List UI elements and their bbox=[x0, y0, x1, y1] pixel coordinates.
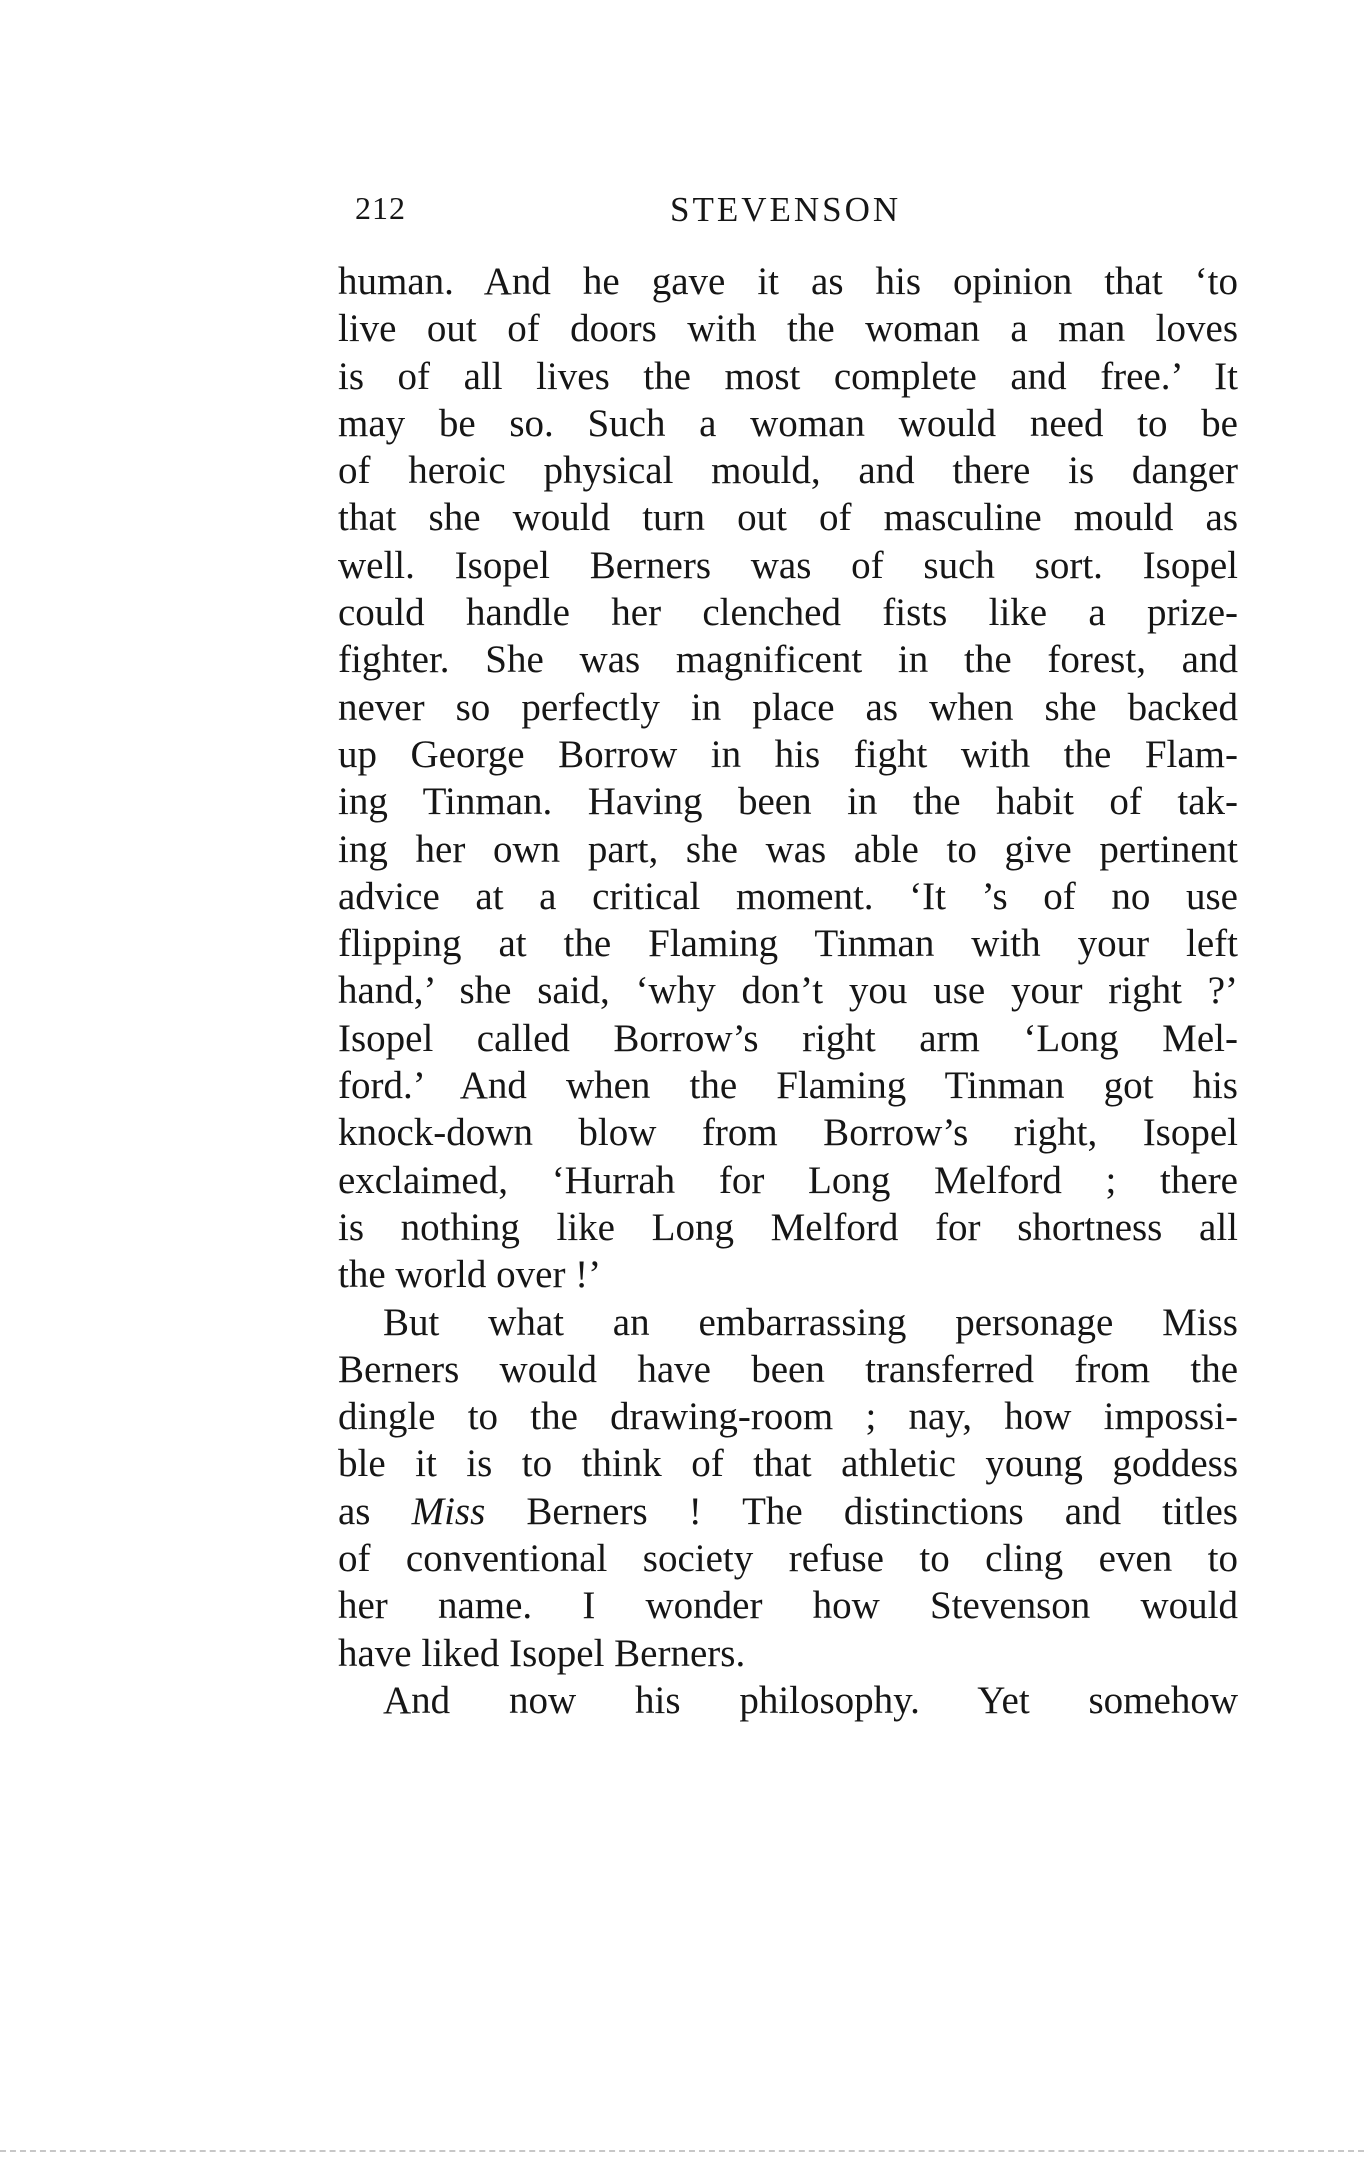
text-line: live out of doors with the woman a man loves bbox=[338, 307, 1238, 351]
text-line: human. And he gave it as his opinion that ‘to bbox=[338, 260, 1238, 303]
text-line: her name. I wonder how Stevenson would bbox=[338, 1584, 1238, 1628]
text-line: advice at a critical moment. ‘It ’s of no use bbox=[338, 874, 1238, 918]
text-line: ford.’ And when the Flaming Tinman got his bbox=[338, 1064, 1238, 1108]
page-number: 212 bbox=[355, 190, 406, 226]
text-line: the world over !’ bbox=[338, 1253, 602, 1297]
text-line: is nothing like Long Melford for shortness all bbox=[338, 1205, 1238, 1249]
text-line: is of all lives the most complete and free.’ It bbox=[338, 354, 1238, 398]
text-line: never so perfectly in place as when she backed bbox=[338, 685, 1238, 729]
text-line: flipping at the Flaming Tinman with your left bbox=[338, 922, 1238, 966]
paragraph-start-line: And now his philosophy. Yet somehow bbox=[383, 1678, 1238, 1722]
text-line: could handle her clenched fists like a prize- bbox=[338, 591, 1238, 635]
text-line: knock-down blow from Borrow’s right, Isopel bbox=[338, 1111, 1238, 1155]
text-line: exclaimed, ‘Hurrah for Long Melford ; there bbox=[338, 1158, 1238, 1202]
text-line: ble it is to think of that athletic young goddess bbox=[338, 1442, 1238, 1486]
text-line: have liked Isopel Berners. bbox=[338, 1631, 746, 1675]
text-line: ing Tinman. Having been in the habit of tak- bbox=[338, 780, 1238, 824]
body-text bbox=[338, 258, 1238, 1724]
text-line: Berners would have been transferred from the bbox=[338, 1347, 1238, 1391]
text-line: that she would turn out of masculine mould as bbox=[338, 496, 1238, 540]
text-line: of heroic physical mould, and there is danger bbox=[338, 449, 1238, 493]
text-line: fighter. She was magnificent in the forest, and bbox=[338, 638, 1238, 682]
text-line-with-italic bbox=[338, 1488, 1238, 1535]
text-line: may be so. Such a woman would need to be bbox=[338, 401, 1238, 445]
text-line: of conventional society refuse to cling even to bbox=[338, 1537, 1238, 1581]
text-line: well. Isopel Berners was of such sort. Isopel bbox=[338, 543, 1238, 587]
line-prefix: as bbox=[338, 1489, 412, 1533]
text-line: dingle to the drawing-room ; nay, how impossi- bbox=[338, 1395, 1238, 1439]
text-line: ing her own part, she was able to give pertinent bbox=[338, 827, 1238, 871]
text-line: Isopel called Borrow’s right arm ‘Long Mel- bbox=[338, 1016, 1238, 1060]
text-line: hand,’ she said, ‘why don’t you use your right ?’ bbox=[338, 969, 1238, 1013]
line-rest: Berners ! The distinctions and titles bbox=[526, 1489, 1238, 1533]
scan-bottom-edge bbox=[0, 2150, 1364, 2156]
text-line: up George Borrow in his fight with the Flam- bbox=[338, 732, 1238, 776]
running-title: STEVENSON bbox=[670, 190, 902, 229]
paragraph-start-line: But what an embarrassing personage Miss bbox=[383, 1300, 1238, 1344]
italic-word: Miss bbox=[411, 1489, 486, 1533]
